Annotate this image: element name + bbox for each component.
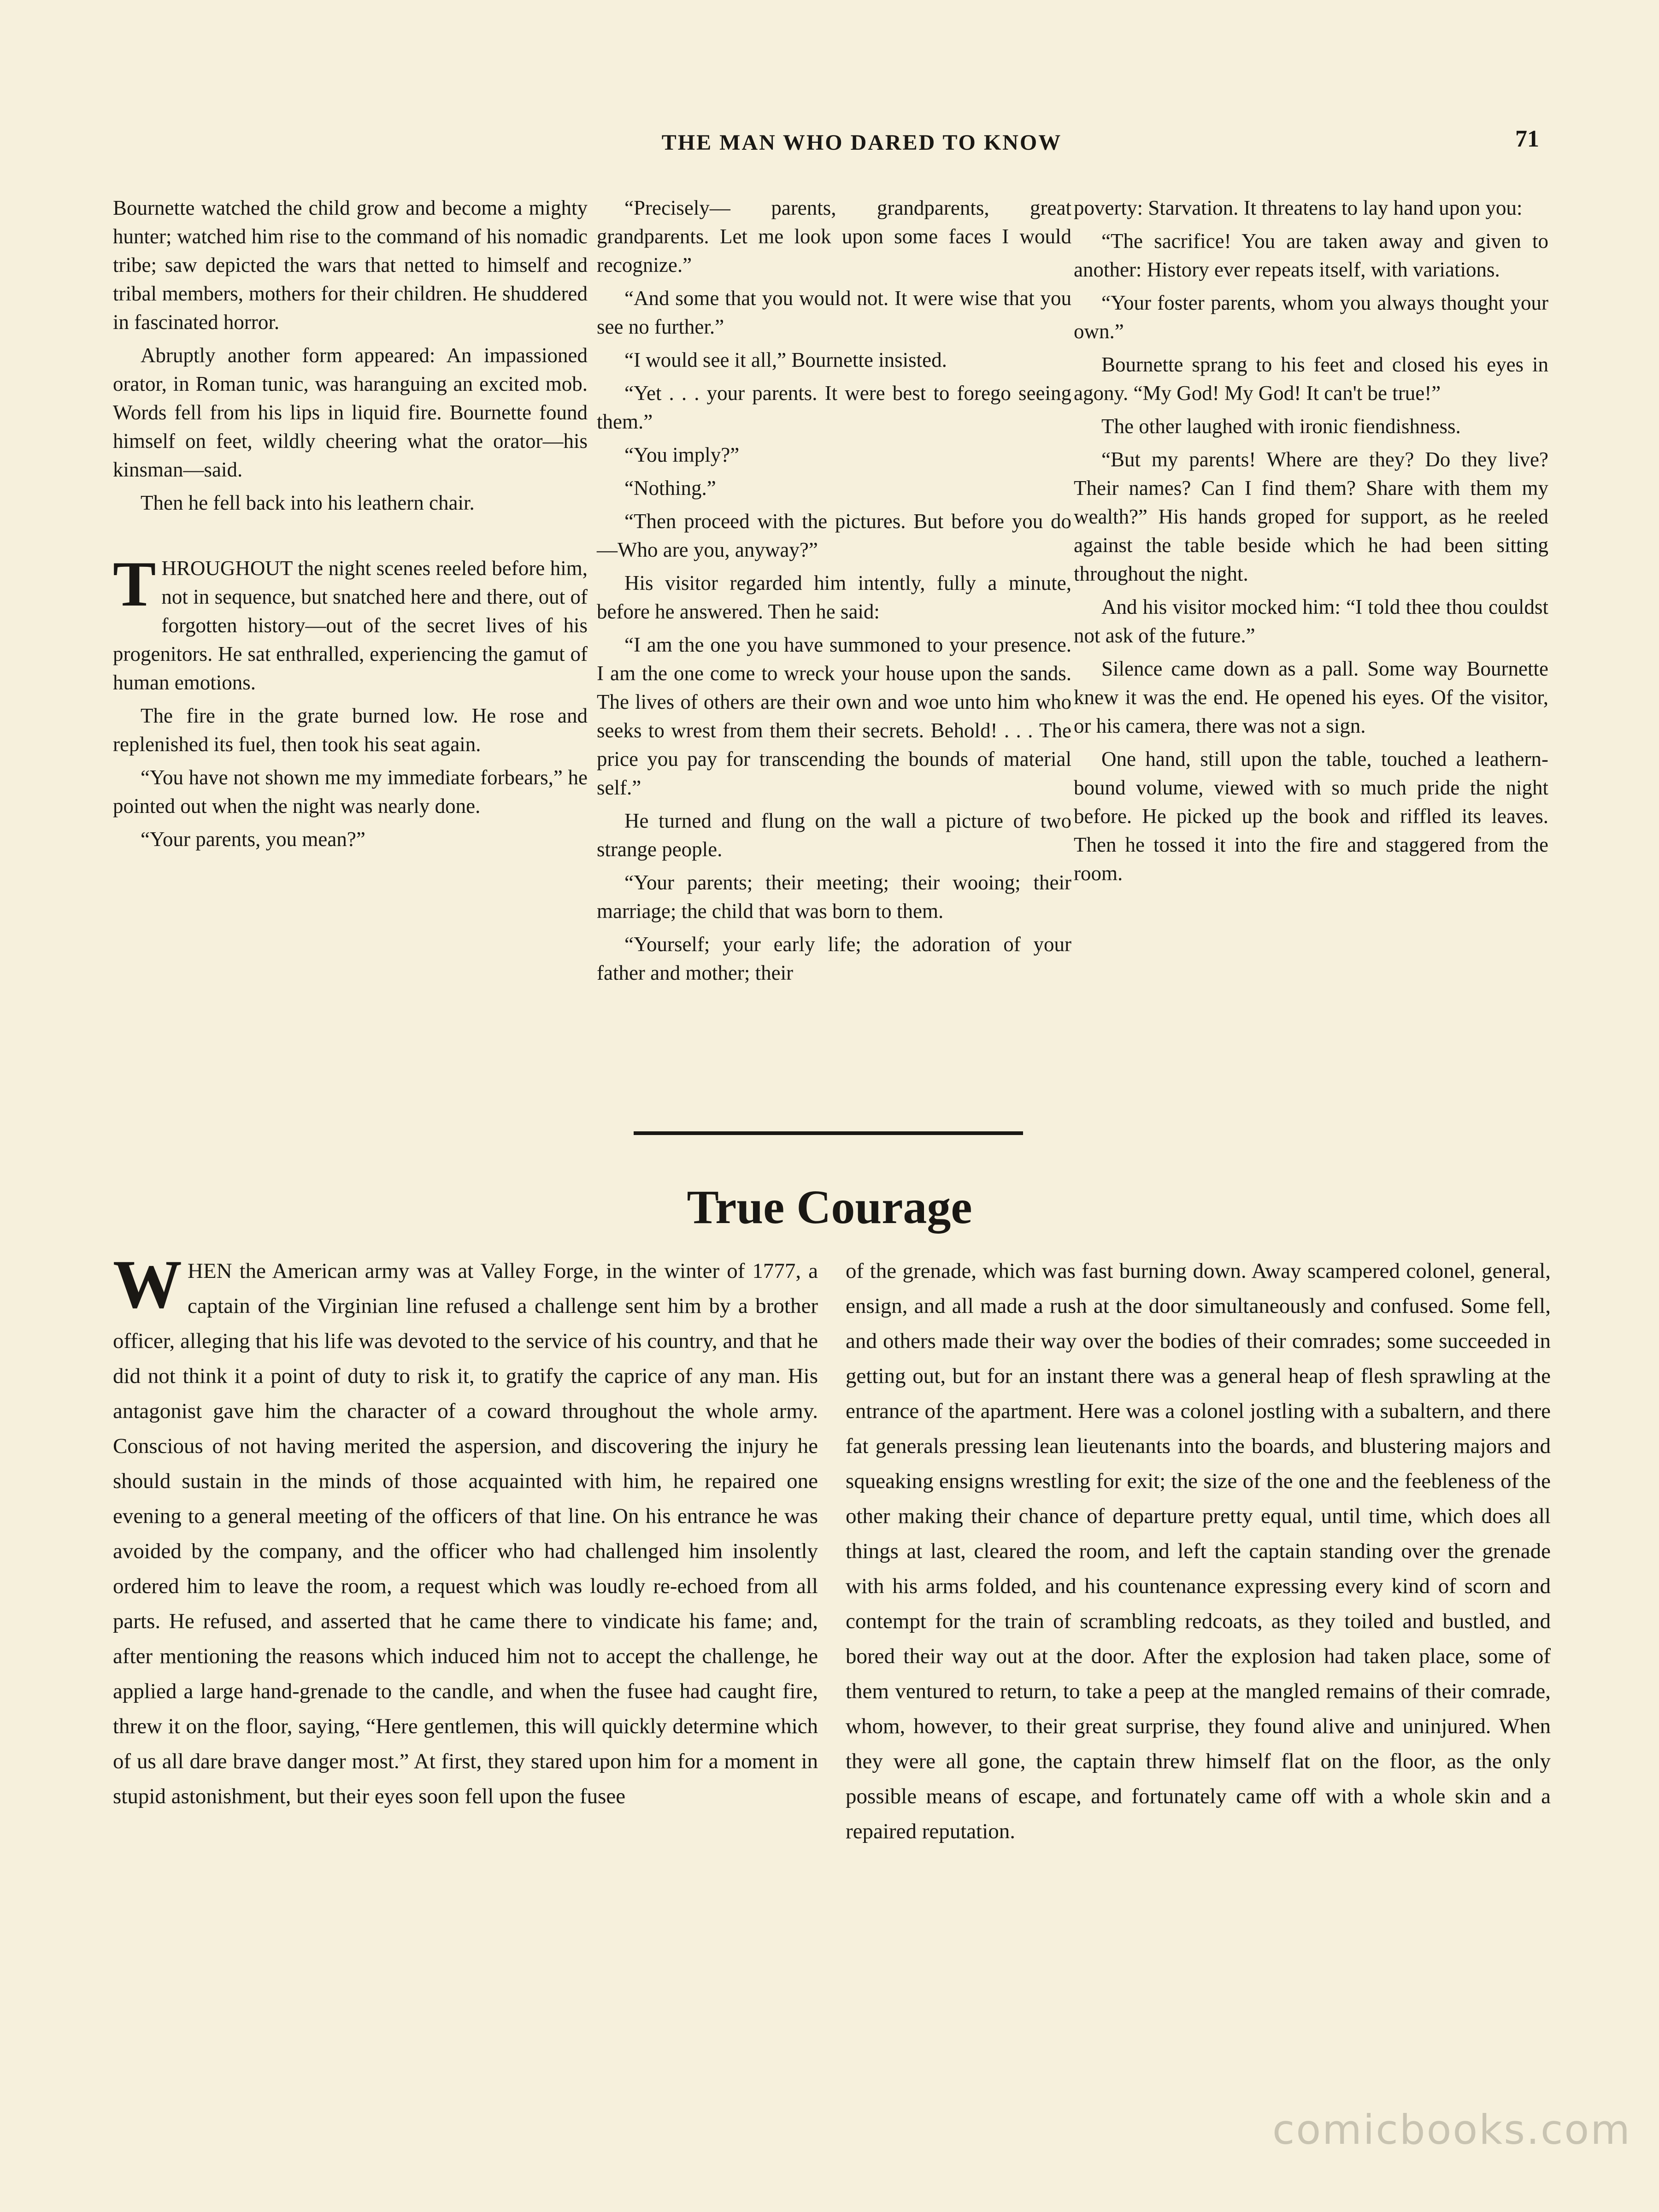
paragraph: Bournette watched the child grow and become a mighty hunter; watched him rise to the command of his nomadic tribe; saw depicted the wars that netted to himself and tribal members, mothers for their children. He shuddered in fascinated horror.	[113, 196, 588, 334]
paragraph: “And some that you would not. It were wise that you see no further.”	[597, 287, 1071, 338]
paragraph: Bournette sprang to his feet and closed his eyes in agony. “My God! My God! It can't be true!”	[1074, 353, 1548, 405]
story-paragraph	[113, 1246, 818, 1814]
story-column-1	[113, 1246, 818, 1814]
article-column-1	[113, 194, 588, 858]
running-title: THE MAN WHO DARED TO KNOW	[661, 130, 1062, 155]
paragraph: “The sacrifice! You are taken away and given to another: History ever repeats itself, with variations.	[1074, 229, 1548, 281]
paragraph: “Your foster parents, whom you always thought your own.”	[1074, 291, 1548, 343]
paragraph-text: HEN the American army was at Valley Forge, in the winter of 1777, a captain of the Virginian line refused a challenge sent him by a brother officer, alleging that his life was devoted to the service of his country, and that he did not think it a point of duty to risk it, to gratify the caprice of any man. His antagonist gave him the character of a coward throughout the whole army. Conscious of not having merited the aspersion, and discovering the injury he should sustain in the minds of those acquainted with him, he repaired one evening to a general meeting of the officers of that line. On his entrance he was avoided by the company, and the officer who had challenged him insolently ordered him to leave the room, a request which was loudly re-echoed from all parts. He refused, and asserted that he came there to vindicate his fame; and, after mentioning the reasons which induced him not to accept the challenge, he applied a large hand-grenade to the candle, and when the fusee had caught fire, threw it on the floor, saying, “Here gentlemen, this will quickly determine which of us all dare brave danger most.” At first, they stared upon him for a moment in stupid astonishment, but their eyes soon fell upon the fusee	[113, 1259, 818, 1808]
drop-cap: T	[113, 548, 156, 620]
paragraph: The fire in the grate burned low. He rose and replenished its fuel, then took his seat again.	[113, 704, 588, 756]
watermark: comicbooks.com	[1272, 2106, 1631, 2153]
paragraph: Then he fell back into his leathern chair.	[141, 491, 475, 514]
paragraph: Abruptly another form appeared: An impassioned orator, in Roman tunic, was haranguing an excited mob. Words fell from his lips in liquid fire. Bournette found himself on feet, wildly cheering what the orator—his kinsman—said.	[113, 344, 588, 481]
paragraph: poverty: Starvation. It threatens to lay hand upon you:	[1074, 196, 1523, 219]
drop-cap: W	[113, 1246, 182, 1323]
paragraph: One hand, still upon the table, touched a leathern-bound volume, viewed with so much pride the night before. He picked up the book and riffled its leaves. Then he tossed it into the fire and staggered from the room.	[1074, 747, 1548, 885]
paragraph: “I would see it all,” Bournette insisted.	[624, 348, 947, 371]
paragraph: “Then proceed with the pictures. But before you do—Who are you, anyway?”	[597, 510, 1071, 561]
section-divider	[634, 1131, 1023, 1135]
paragraph: “Precisely— parents, grandparents, great grandparents. Let me look upon some faces I would recognize.”	[597, 196, 1071, 276]
paragraph-text: HROUGHOUT the night scenes reeled before him, not in sequence, but snatched here and there, out of forgotten history—out of the secret lives of his progenitors. He sat enthralled, experiencing the gamut of human emotions.	[113, 557, 588, 694]
paragraph: “You have not shown me my immediate forbears,” he pointed out when the night was nearly done.	[113, 766, 588, 818]
story-paragraph: of the grenade, which was fast burning down. Away scampered colonel, general, ensign, and all made a rush at the door simultaneously and confused. Some fell, and others made their way over the bodies of their comrades; some succeeded in getting out, but for an instant there was a general heap of flesh sprawling at the entrance of the apartment. Here was a colonel jostling with a subaltern, and there fat generals pressing lean lieutenants into the boards, and blustering majors and squeaking ensigns wrestling for exit; the size of the one and the feebleness of the other making their chance of departure pretty equal, until time, which does all things at last, cleared the room, and left the captain standing over the grenade with his arms folded, and his countenance expressing every kind of scorn and contempt for the train of scrambling redcoats, as they toiled and bustled, and bored their way out at the door. After the explosion had taken place, some of them ventured to return, to take a peep at the mangled remains of their comrade, whom, however, to their great surprise, they found alive and uninjured. When they were all gone, the captain threw himself flat on the floor, as the only possible means of escape, and fortunately came off with a whole skin and a repaired reputation.	[846, 1259, 1551, 1843]
paragraph: “Yourself; your early life; the adoration of your father and mother; their	[597, 933, 1071, 984]
paragraph: “Nothing.”	[624, 477, 716, 500]
paragraph: “Yet . . . your parents. It were best to forego seeing them.”	[597, 382, 1071, 433]
page-number: 71	[1515, 126, 1539, 152]
article-column-2	[597, 194, 1071, 992]
paragraph: And his visitor mocked him: “I told thee thou couldst not ask of the future.”	[1074, 595, 1548, 647]
story-title: True Courage	[687, 1181, 972, 1234]
story-column-2	[846, 1253, 1551, 1849]
paragraph: “Your parents, you mean?”	[141, 828, 365, 851]
paragraph: He turned and flung on the wall a picture of two strange people.	[597, 809, 1071, 861]
paragraph: His visitor regarded him intently, fully a minute, before he answered. Then he said:	[597, 571, 1071, 623]
section-opening-paragraph	[113, 548, 588, 697]
paragraph: “You imply?”	[624, 443, 740, 466]
article-column-3	[1074, 194, 1548, 892]
paragraph: “Your parents; their meeting; their wooing; their marriage; the child that was born to them.	[597, 871, 1071, 923]
paragraph: The other laughed with ironic fiendishness.	[1101, 415, 1461, 438]
paragraph: “But my parents! Where are they? Do they live? Their names? Can I find them? Share with them my wealth?” His hands groped for support, as he reeled against the table beside which he had been sitting throughout the night.	[1074, 448, 1548, 585]
paragraph: Silence came down as a pall. Some way Bournette knew it was the end. He opened his eyes. Of the visitor, or his camera, there was not a sign.	[1074, 657, 1548, 737]
paragraph: “I am the one you have summoned to your presence. I am the one come to wreck your house upon the sands. The lives of others are their own and woe unto him who seeks to wrest from them their secrets. Behold! . . . The price you pay for transcending the bounds of material self.”	[597, 633, 1071, 799]
